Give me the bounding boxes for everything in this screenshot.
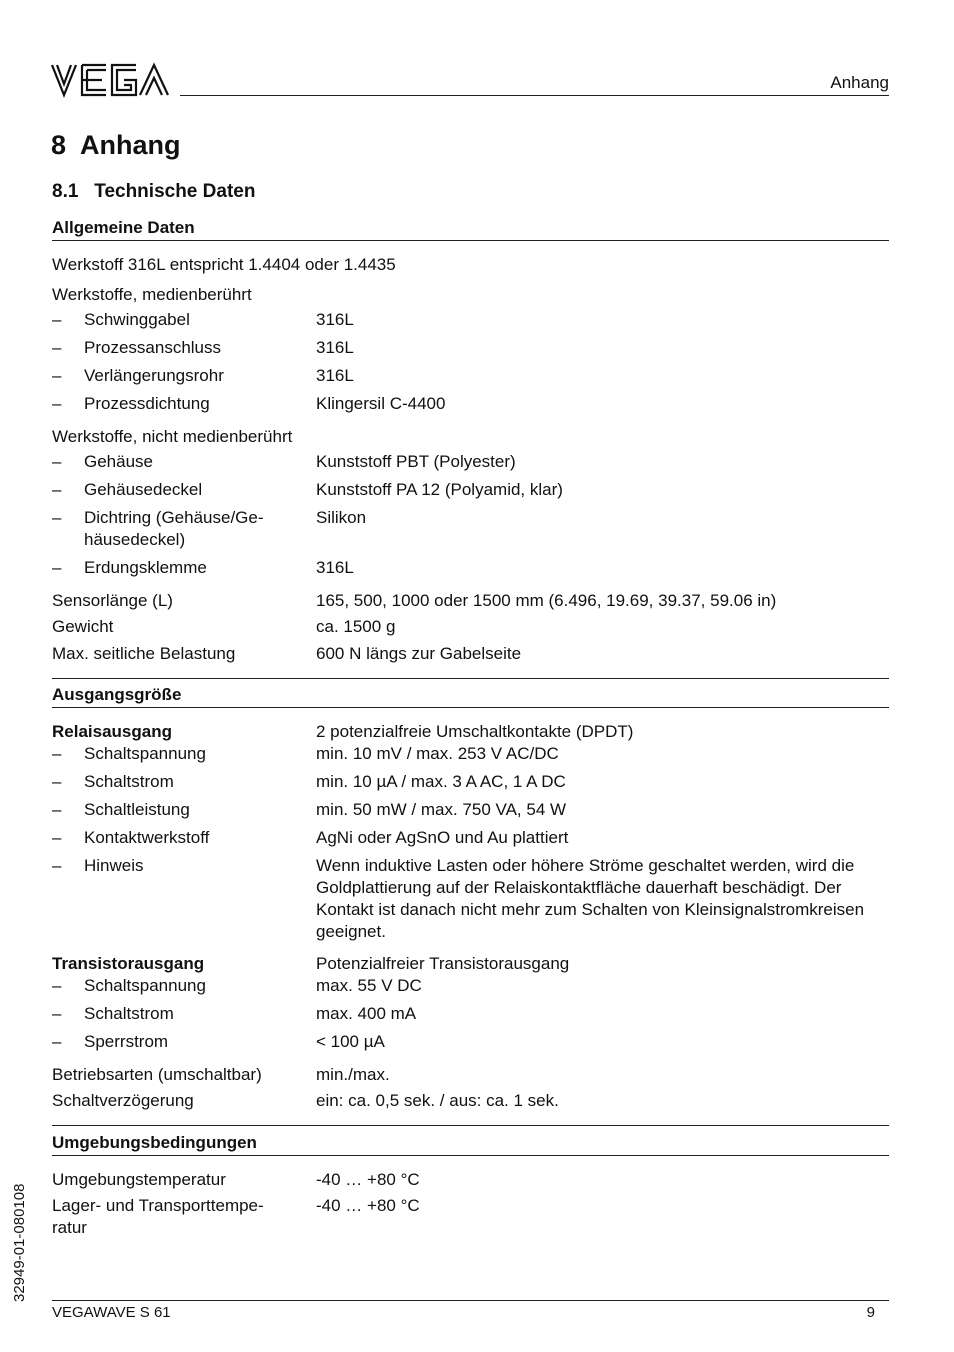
spec-label: Schaltspannung [84,744,206,763]
dash-marker: – [52,558,62,577]
spec-label: Sensorlänge (L) [52,591,173,610]
spec-value: Klingersil C-4400 [316,394,446,413]
nonwetted-heading: Werkstoffe, nicht medienberührt [52,427,293,446]
dash-marker: – [52,508,62,527]
spec-value: ein: ca. 0,5 sek. / aus: ca. 1 sek. [316,1091,559,1110]
divider [52,1155,889,1156]
spec-value: < 100 µA [316,1032,385,1051]
spec-label: Lager- und Transporttempe- [52,1196,264,1215]
spec-label-continued: häusedeckel) [84,530,186,549]
note-line: Goldplattierung auf der Relaiskontaktfläche dauerhaft beschädigt. Der [316,878,842,897]
dash-marker: – [52,338,62,357]
spec-value: Kunststoff PBT (Polyester) [316,452,516,471]
spec-label: Max. seitliche Belastung [52,644,236,663]
spec-label: Schaltleistung [84,800,190,819]
spec-value: Kunststoff PA 12 (Polyamid, klar) [316,480,563,499]
general-heading: Allgemeine Daten [52,218,195,237]
note-line: Wenn induktive Lasten oder höhere Ströme geschaltet werden, wird die [316,856,855,875]
relay-value: 2 potenzialfreie Umschaltkontakte (DPDT) [316,722,634,741]
dash-marker: – [52,1004,62,1023]
spec-value: -40 … +80 °C [316,1170,420,1189]
spec-value: AgNi oder AgSnO und Au plattiert [316,828,569,847]
relay-label: Relaisausgang [52,722,172,741]
spec-label: Schaltverzögerung [52,1091,194,1110]
page-number: 9 [866,1304,875,1321]
spec-label: Prozessdichtung [84,394,210,413]
spec-label: Prozessanschluss [84,338,222,357]
spec-label: Verlängerungsrohr [84,366,224,385]
header-rule [180,95,889,96]
vega-logo [50,62,170,98]
chapter-title: 8 Anhang [51,130,181,160]
spec-label: Schwinggabel [84,310,190,329]
note-line: Kontakt ist danach nicht mehr zum Schalten von Kleinsignalstromkreisen [316,900,865,919]
spec-label: Erdungsklemme [84,558,207,577]
document-code: 32949-01-080108 [11,1183,28,1302]
spec-value: min. 10 mV / max. 253 V AC/DC [316,744,559,763]
output-heading: Ausgangsgröße [52,685,182,704]
spec-label-continued: ratur [52,1218,87,1237]
dash-marker: – [52,1032,62,1051]
spec-label: Kontaktwerkstoff [84,828,210,847]
dash-marker: – [52,828,62,847]
spec-value: ca. 1500 g [316,617,396,636]
spec-value: min. 10 µA / max. 3 A AC, 1 A DC [316,772,566,791]
header-section-label: Anhang [830,73,889,92]
spec-label: Gehäuse [84,452,153,471]
spec-value: 316L [316,338,354,357]
dash-marker: – [52,976,62,995]
divider [52,240,889,241]
spec-label: Betriebsarten (umschaltbar) [52,1065,262,1084]
footer-rule [52,1300,889,1301]
dash-marker: – [52,800,62,819]
spec-value: min. 50 mW / max. 750 VA, 54 W [316,800,567,819]
spec-label: Umgebungstemperatur [52,1170,226,1189]
dash-marker: – [52,366,62,385]
spec-value: 316L [316,310,354,329]
footer-product: VEGAWAVE S 61 [52,1304,171,1321]
spec-label: Schaltspannung [84,976,206,995]
divider [52,678,889,679]
spec-label: Gewicht [52,617,114,636]
wetted-heading: Werkstoffe, medienberührt [52,285,252,304]
environment-heading: Umgebungsbedingungen [52,1133,257,1152]
dash-marker: – [52,856,62,875]
spec-label: Dichtring (Gehäuse/Ge- [84,508,264,527]
spec-value: max. 400 mA [316,1004,417,1023]
spec-value: max. 55 V DC [316,976,422,995]
dash-marker: – [52,772,62,791]
spec-value: Silikon [316,508,367,527]
note-label: Hinweis [84,856,144,875]
transistor-value: Potenzialfreier Transistorausgang [316,954,570,973]
divider [52,707,889,708]
spec-label: Schaltstrom [84,1004,174,1023]
spec-value: 600 N längs zur Gabelseite [316,644,522,663]
spec-label: Schaltstrom [84,772,174,791]
dash-marker: – [52,480,62,499]
spec-label: Gehäusedeckel [84,480,203,499]
spec-value: 316L [316,558,354,577]
dash-marker: – [52,310,62,329]
divider [52,1125,889,1126]
spec-label: Sperrstrom [84,1032,169,1051]
spec-value: 165, 500, 1000 oder 1500 mm (6.496, 19.69, 39.37, 59.06 in) [316,591,777,610]
note-line: geeignet. [316,922,386,941]
spec-value: 316L [316,366,354,385]
transistor-label: Transistorausgang [52,954,205,973]
dash-marker: – [52,394,62,413]
dash-marker: – [52,452,62,471]
spec-value: -40 … +80 °C [316,1196,420,1215]
dash-marker: – [52,744,62,763]
material-note: Werkstoff 316L entspricht 1.4404 oder 1.4435 [52,255,396,274]
spec-value: min./max. [316,1065,390,1084]
section-title: 8.1 Technische Daten [52,181,256,202]
